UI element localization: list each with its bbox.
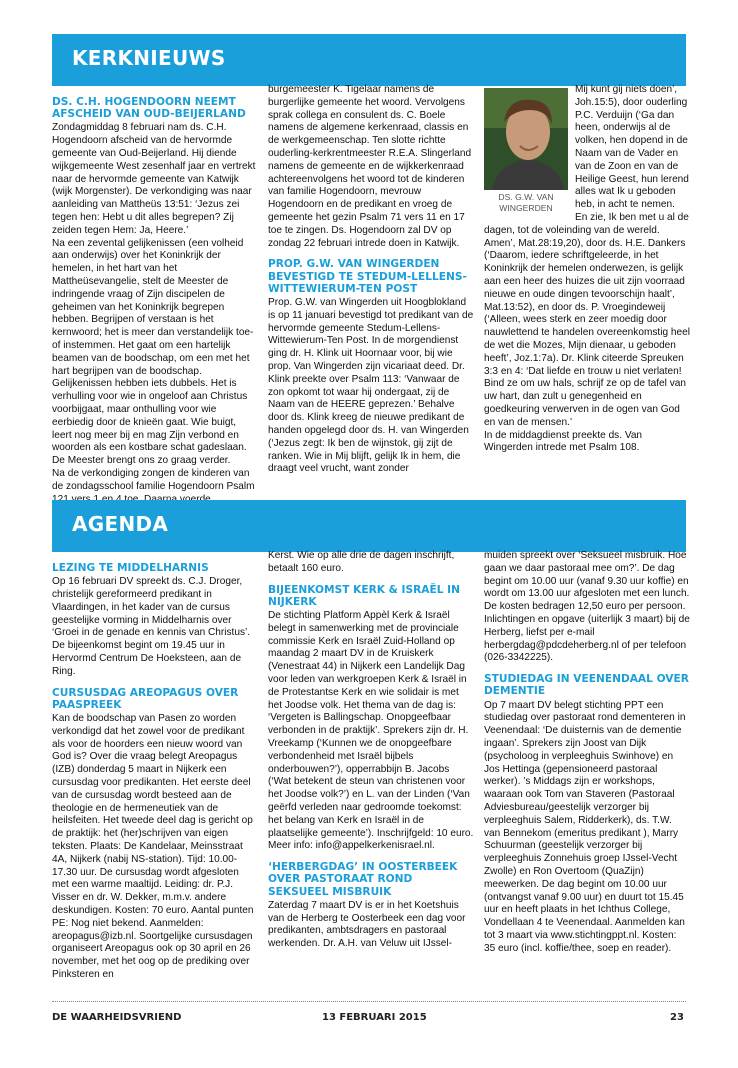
footer-divider xyxy=(52,1001,686,1002)
article-heading: CURSUSDAG AREOPAGUS OVER PAASPREEK xyxy=(52,686,239,711)
article-paragraph: Mij kunt gij niets doen’, Joh.15:5), door ouderling P.C. Verduijn (‘Ga dan heen, onderwijs al de volken, hen dopend in de Naam van de Vader en van de Zoon en van de Heilige Geest, hun lerend alles wat Ik u geboden heb, in acht te nemen. En zie, Ik ben met u al de dagen, tot de voleinding van de wereld. Amen’, Mat.28:19,20), door ds. H.E. Dankers (‘Daarom, iedere schriftgeleerde, in het Koninkrijk der hemelen onderwezen, is gelijk aan een heer des huizes die uit zijn voorraad nieuwe en oude dingen tevoorschijn haalt’, Mat.13:52), en door ds. P. Vroegindeweij (‘Alleen, wees sterk en zeer moedig door nauwlettend te handelen overeenkomstig heel de wet die Mozes, Mijn dienaar, u geboden heeft’, Joz.1:7a). Dr. Klink citeerde Spreuken 3:3 en 4: ‘Dat liefde en trouw u niet verlaten! Bind ze om uw hals, schrijf ze op de tafel van uw hart, dan zult u genegenheid en goedkeuring verwerven in de ogen van God en van de mensen.’ xyxy=(484,84,690,428)
kerknieuws-column-1 xyxy=(52,96,258,506)
section-title: AGENDA xyxy=(72,512,169,536)
footer-page-number: 23 xyxy=(670,1012,684,1023)
portrait-photo xyxy=(484,88,568,190)
agenda-column-3 xyxy=(484,550,690,956)
article-paragraph: Na een zevental gelijkenissen (een volheid aan onderwijs) over het Koninkrijk der hemelen, in het hart van het Mattheüsevangelie, stelt de Meester de indringende vraag of Zijn discipelen de geheimen van het Koninkrijk begrepen hebben. Begrijpen of verstaan is het kernwoord; het is meer dan verstandelijk toe- of instemmen. Het gaat om een hartelijk beamen van de boodschap, om een met het hart begrijpen van de boodschap. Gelijkenissen hebben iets dubbels. Het is verhulling voor wie in ongeloof aan Christus voorbijgaat, maar onthulling voor wie eerbiedig door de knieën gaat. Wie buigt, leert nog meer bij en mag Zijn verbond en woorden als een kostbare schat gadeslaan. De Meester brengt ons zo graag verder. xyxy=(52,237,254,467)
article-paragraph: Prop. G.W. van Wingerden uit Hoogblokland is op 11 januari bevestigd tot predikant van de hervormde gemeente Stedum-Lellens-Wittewierum-Ten Post. In de morgendienst ging dr. H. Klink uit Hoornaar voor, bij wie prop. Van Wingerden zijn vicariaat deed. Dr. Klink preekte over Psalm 113: ‘Vanwaar de zon opkomt tot waar hij ondergaat, zij de Naam van de HEERE geprezen.’ Behalve door ds. Klink kreeg de nieuwe predikant de handen opgelegd door ds. H. van Wingerden (‘Jezus zegt: Ik ben de wijnstok, gij zijt de ranken. Wie in Mij blijft, gelijk Ik in hem, die draagt veel vrucht, want zonder xyxy=(268,296,474,475)
article-heading: BIJEENKOMST KERK & ISRAËL IN NIJKERK xyxy=(268,583,460,608)
agenda-column-1 xyxy=(52,562,258,982)
photo-caption: DS. G.W. VAN WINGERDEN xyxy=(498,192,554,213)
article-paragraph: Na de verkondiging zongen de kinderen van de zondagsschool familie Hogendoorn Psalm xyxy=(52,467,255,492)
kerknieuws-column-3 xyxy=(484,84,690,455)
article-heading: DS. C.H. HOGENDOORN NEEMT AFSCHEID VAN OUD-BEIJERLAND xyxy=(52,96,246,121)
article-paragraph: Kerst. Wie op alle drie de dagen inschrijft, betaalt 160 euro. xyxy=(268,550,455,574)
article-paragraph: In de middagdienst preekte ds. Van Wingerden intrede met Psalm 108. xyxy=(484,429,643,454)
article-heading: PROP. G.W. VAN WINGERDEN BEVESTIGD TE STEDUM-LELLENS-WITTEWIERUM-TEN POST xyxy=(268,258,467,295)
article-paragraph: burgemeester K. Tigelaar namens de burgerlijke gemeente het woord. Vervolgens sprak collega en consulent ds. C. Boele namens de algemene kerkenraad, classis en de werkgemeenschap. Ten slotte richtte ouderling-kerkrentmeester R.E.A. Slingerland namens de gemeente en de wijkkerkenraad achtereenvolgens het woord tot de kinderen van familie Hogendoorn, mevrouw Hogendoorn en de predikant en vroeg de gemeente het gezin Psalm 71 vers 11 en 17 toe te zingen. Ds. Hogendoorn zal DV op zondag 22 februari intrede doen in Katwijk. xyxy=(268,84,472,249)
article-paragraph: De stichting Platform Appèl Kerk & Israël belegt in samenwerking met de provinciale commissie Kerk en Israël Zuid-Holland op maandag 2 maart DV in de Kruiskerk (Venestraat 44) in Nijkerk een Landelijk Dag voor leden van werkgroepen Kerk & Israël in de Protestantse Kerk en wie solidair is met het Joodse volk. Het thema van de dag is: ‘Vergeten is Ballingschap. Onopgeefbaar verbonden in de praktijk’. Sprekers zijn dr. H. Vreekamp (‘Kunnen we de onopgeefbare verbondenheid met Israël bijbels onderbouwen?’), opperrabbijn B. Jacobs (‘Wat betekent de steun van christenen voor het Joodse volk?’) en L. van der Linden (‘Van geërfd verleden naar gedroomde toekomst: het belang van Kerk en Israël in de plaatselijke gemeente’). Inschrijfgeld: 10 euro. Meer info: info@appelkerkenisrael.nl. xyxy=(268,610,474,852)
article-heading: LEZING TE MIDDELHARNIS xyxy=(52,562,209,574)
agenda-column-2 xyxy=(268,550,474,951)
kerknieuws-column-2 xyxy=(268,84,474,476)
footer-publication: DE WAARHEIDSVRIEND xyxy=(52,1012,182,1023)
footer-date: 13 FEBRUARI 2015 xyxy=(322,1012,427,1023)
agenda-banner xyxy=(52,500,686,552)
article-heading: ‘HERBERGDAG’ IN OOSTERBEEK OVER PASTORAAT ROND SEKSUEEL MISBRUIK xyxy=(268,861,458,898)
article-paragraph: Zondagmiddag 8 februari nam ds. C.H. Hogendoorn afscheid van de hervormde gemeente van Oud-Beijerland. Hij diende wijkgemeente West zesenhalf jaar en vertrekt naar de hervormde gemeente van Katwijk (wijk Morgenster). De verkondiging was naar aanleiding van Mattheüs 13:51: ‘Jezus zei tegen hen: Hebt u dit alles begrepen? Zij zeiden tegen Hem: Ja, Heere.’ xyxy=(52,122,256,236)
section-title: KERKNIEUWS xyxy=(72,46,226,70)
kerknieuws-banner xyxy=(52,34,686,86)
article-paragraph: Zaterdag 7 maart DV is er in het Koetshuis van de Herberg te Oosterbeek een dag voor predikanten, ambtsdragers en pastoraal werkenden. Dr. A.H. van Veluw uit IJssel- xyxy=(268,899,466,950)
article-paragraph: Kan de boodschap van Pasen zo worden verkondigd dat het zowel voor de predikant als voor de hoorders een nieuw woord van God is? Over die vraag belegt Areopagus (IZB) donderdag 5 maart in Nijkerk een cursusdag voor predikanten. Het eerste deel van de cursusdag wordt besteed aan de theologie en de hermeneutiek van de heilsfeiten. Het tweede deel dag is gericht op de praktijk: het (her)schrijven van eigen teksten. Plaats: De Kandelaar, Meinsstraat 4A, Nijkerk (nabij NS-station). Tijd: 10.00-17.30 uur. De cursusdag wordt afgesloten met een warme maaltijd. Leiding: dr. P.J. Visser en dr. W. Dekker, m.m.v. andere deskundigen. Kosten: 70 euro. Aantal punten PE: Nog niet bekend. Aanmelden: areopagus@izb.nl. Soortgelijke cursusdagen organiseert Areopagus ook op 30 april en 26 november, met het oog op de prediking over Pinksteren en xyxy=(52,712,254,980)
article-paragraph: Op 16 februari DV spreekt ds. C.J. Droger, christelijk gereformeerd predikant in Vlaardingen, in het kader van de cursus geestelijke vorming in Middelharnis over ‘Groei in de genade en kennis van Christus’. De bijeenkomst begint om 19.45 uur in Hervormd Centrum De Hoeksteen, aan de Ring. xyxy=(52,576,251,677)
article-paragraph: muiden spreekt over ‘Seksueel misbruik. Hoe gaan we daar pastoraal mee om?’. De dag begint om 10.00 uur (vanaf 9.30 uur koffie) en wordt om 13.00 uur afgesloten met een lunch. De kosten bedragen 12,50 euro per persoon. Inlichtingen en opgave (uiterlijk 3 maart) bij de Herberg, liefst per e-mail herbergdag@pdcdeherberg.nl of per telefoon (026-3342225). xyxy=(484,550,690,664)
article-heading: STUDIEDAG IN VEENENDAAL OVER DEMENTIE xyxy=(484,673,689,698)
article-paragraph: Op 7 maart DV belegt stichting PPT een studiedag over pastoraat rond dementeren in Veenendaal: ‘De duisternis van de dementie ingaan’. Sprekers zijn Joost van Dijk (psycholoog in verpleeghuis Swinhove) en Jos Hettinga (gepensioneerd pastoraal werker). ’s Middags zijn er workshops, waaraan ook Tom van Staveren (Pastoraal Adviesbureau/geestelijk verzorger bij verpleeghuis Salem, Ridderkerk), ds. T.W. van Bennekom (emeritus predikant ), Marry Schuurman (geestelijk verzorger bij verpleeghuis Zonnehuis groep IJssel-Vecht Zwolle) en Ron Overtoom (QuaZijn) meewerken. De dag begint om 10.00 uur (ontvangst vanaf 9.00 uur) en duurt tot 15.45 uur en heeft plaats in het Ichthus College, Vondellaan 4 te Veenendaal. Aanmelden kan tot 3 maart via www.stichtingppt.nl. Kosten: 35 euro (incl. koffie/thee, soep en reader). xyxy=(484,699,686,954)
